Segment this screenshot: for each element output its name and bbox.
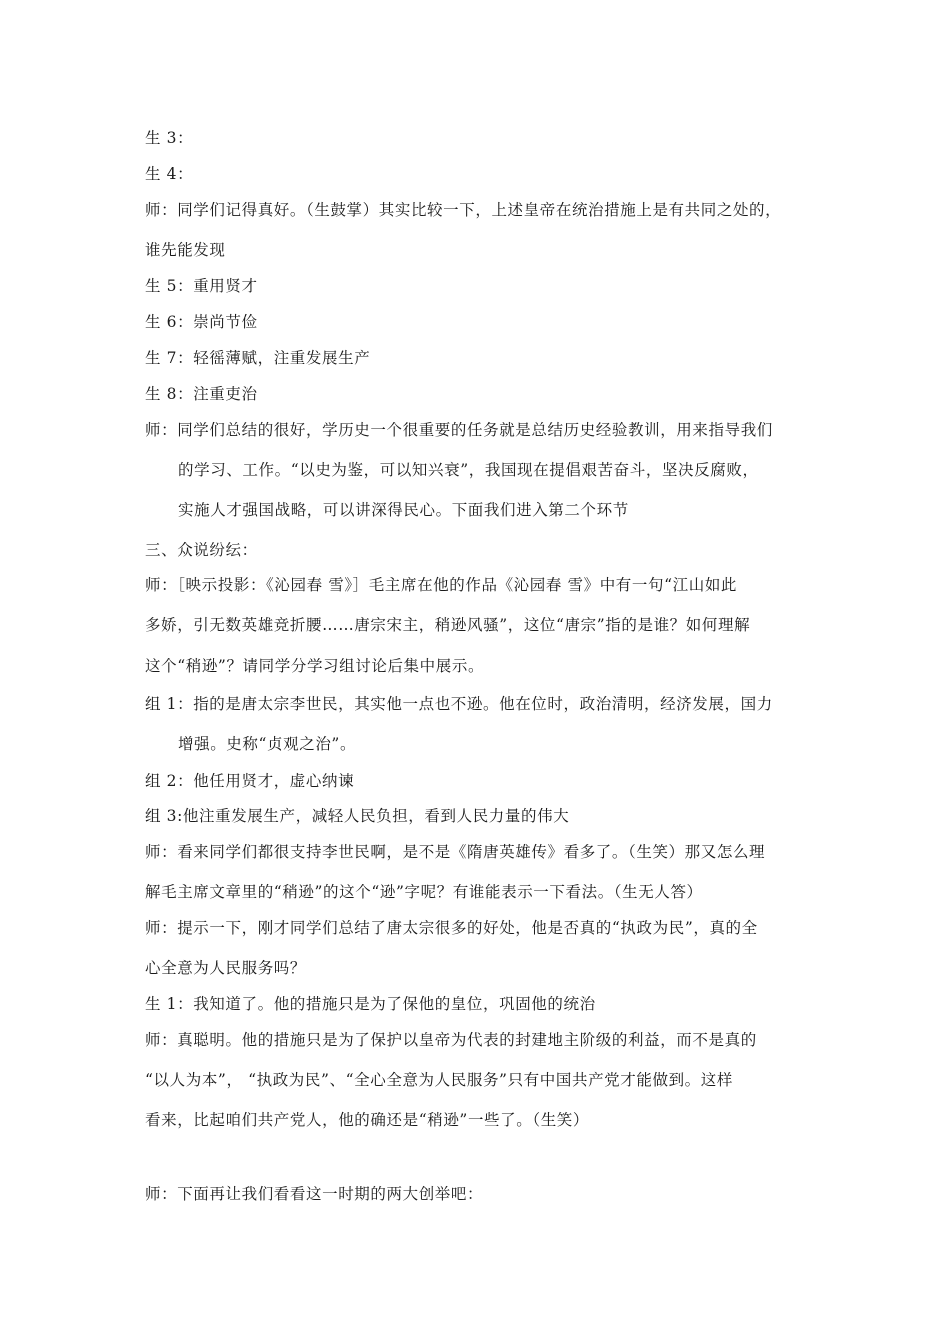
text-line: 的学习、工作。“以史为鉴，可以知兴衰”，我国现在提倡艰苦奋斗，坚决反腐败， — [178, 461, 759, 479]
text-line: 生 8：注重吏治 — [145, 385, 258, 403]
text-line: 生 5：重用贤才 — [145, 277, 258, 295]
text-line: 组 2：他任用贤才，虚心纳谏 — [145, 772, 355, 790]
text-line: 组 1：指的是唐太宗李世民，其实他一点也不逊。他在位时，政治清明，经济发展，国力 — [145, 695, 773, 713]
text-line: 增强。史称“贞观之治”。 — [178, 735, 357, 753]
text-line: 多娇，引无数英雄竞折腰……唐宗宋主，稍逊风骚”，这位“唐宗”指的是谁？如何理解 — [145, 616, 751, 634]
text-line: 师：真聪明。他的措施只是为了保护以皇帝为代表的封建地主阶级的利益，而不是真的 — [145, 1031, 757, 1049]
text-line: 谁先能发现 — [145, 241, 226, 259]
text-line: 组 3:他注重发展生产，减轻人民负担，看到人民力量的伟大 — [145, 807, 570, 825]
text-line: 生 6：崇尚节俭 — [145, 313, 258, 331]
text-line: 心全意为人民服务吗？ — [145, 959, 307, 977]
text-line: 生 1：我知道了。他的措施只是为了保他的皇位，巩固他的统治 — [145, 995, 596, 1013]
text-line: 生 7：轻徭薄赋，注重发展生产 — [145, 349, 371, 367]
text-line: 解毛主席文章里的“稍逊”的这个“逊”字呢？有谁能表示一下看法。（生无人答） — [145, 883, 703, 901]
text-line: 师：同学们总结的很好，学历史一个很重要的任务就是总结历史经验教训，用来指导我们 — [145, 421, 773, 439]
text-line: 师：同学们记得真好。（生鼓掌）其实比较一下，上述皇帝在统治措施上是有共同之处的， — [145, 201, 782, 219]
text-line: 生 4： — [145, 165, 194, 183]
text-line: 师：下面再让我们看看这一时期的两大创举吧： — [145, 1185, 484, 1203]
text-line: 看来，比起咱们共产党人，他的确还是“稍逊”一些了。（生笑） — [145, 1111, 589, 1129]
text-line: 师：提示一下，刚才同学们总结了唐太宗很多的好处，他是否真的“执政为民”，真的全 — [145, 919, 758, 937]
text-line: “以人为本”， “执政为民”、“全心全意为人民服务”只有中国共产党才能做到。这样 — [145, 1071, 733, 1089]
text-line: 师：看来同学们都很支持李世民啊，是不是《隋唐英雄传》看多了。（生笑）那又怎么理 — [145, 843, 766, 861]
text-line: 这个“稍逊”？请同学分学习组讨论后集中展示。 — [145, 657, 485, 675]
text-line: 师：［映示投影：《沁园春 雪》］毛主席在他的作品《沁园春 雪》中有一句“江山如此 — [145, 576, 738, 594]
section-heading: 三、众说纷纭： — [145, 541, 258, 559]
text-line: 生 3： — [145, 129, 194, 147]
text-line: 实施人才强国战略，可以讲深得民心。下面我们进入第二个环节 — [178, 501, 629, 519]
